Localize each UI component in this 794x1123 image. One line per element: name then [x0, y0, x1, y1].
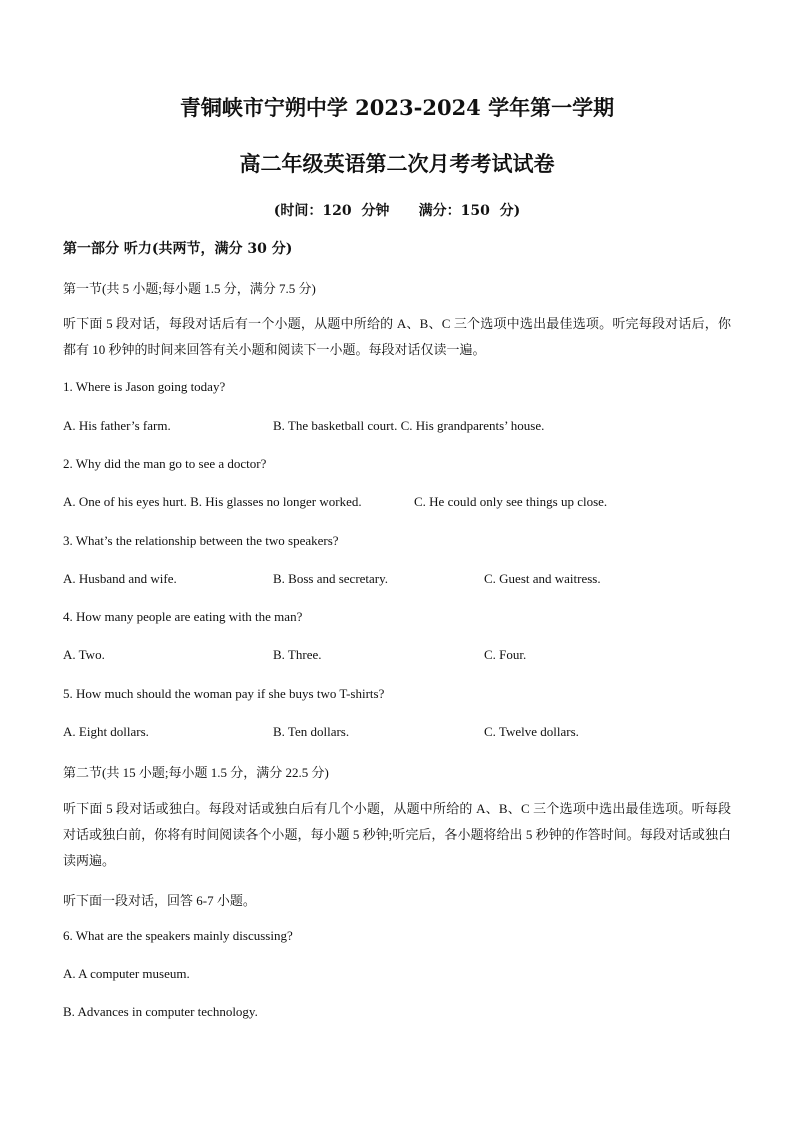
section1-instructions: 听下面 5 段对话，每段对话后有一个小题，从题中所给的 A、B、C 三个选项中选出最佳选项。听完每段对话后，你都有 10 秒钟的时间来回答有关小题和阅读下一小题。每段对话仅读一遍。: [63, 316, 731, 357]
question-4-option-a: A. Two.: [63, 647, 105, 662]
question-2-stem: 2. Why did the man go to see a doctor?: [63, 456, 267, 471]
question-6-stem: 6. What are the speakers mainly discussing?: [63, 928, 293, 943]
question-6-option-b: B. Advances in computer technology.: [63, 1004, 258, 1019]
section2-instructions: 听下面 5 段对话或独白。每段对话或独白后有几个小题，从题中所给的 A、B、C 三个选项中选出最佳选项。听每段对话或独白前，你将有时间阅读各个小题，每小题 5 秒钟;听完后，各小题将给出 5 秒钟的作答时间。每段对话或独白读两遍。: [63, 801, 731, 868]
question-1-option-bc: B. The basketball court. C. His grandparents’ house.: [273, 418, 545, 433]
question-5-stem: 5. How much should the woman pay if she buys two T-shirts?: [63, 686, 385, 701]
question-3-option-c: C. Guest and waitress.: [484, 571, 601, 586]
question-3-stem: 3. What’s the relationship between the two speakers?: [63, 533, 339, 548]
question-1-stem: 1. Where is Jason going today?: [63, 379, 226, 394]
exam-title-line1: 青铜峡市宁朔中学 2023-2024 学年第一学期: [179, 95, 615, 120]
question-4-stem: 4. How many people are eating with the man?: [63, 609, 303, 624]
dialogue-intro-6-7: 听下面一段对话，回答 6-7 小题。: [63, 893, 256, 908]
question-2-option-ab: A. One of his eyes hurt. B. His glasses no longer worked.: [63, 494, 362, 509]
section1-heading: 第一节(共 5 小题;每小题 1.5 分，满分 7.5 分): [63, 281, 316, 296]
question-5-option-c: C. Twelve dollars.: [484, 724, 579, 739]
section2-heading: 第二节(共 15 小题;每小题 1.5 分，满分 22.5 分): [63, 765, 329, 780]
question-2-option-c: C. He could only see things up close.: [414, 494, 608, 509]
question-1-option-a: A. His father’s farm.: [63, 418, 171, 433]
question-3-option-a: A. Husband and wife.: [63, 571, 177, 586]
question-4-option-c: C. Four.: [484, 647, 527, 662]
part1-heading: 第一部分 听力(共两节，满分 30 分): [63, 241, 293, 257]
question-3-option-b: B. Boss and secretary.: [273, 571, 389, 586]
exam-time-score: (时间：120 分钟 满分：150 分): [273, 203, 521, 219]
question-5-option-b: B. Ten dollars.: [273, 724, 350, 739]
question-4-option-b: B. Three.: [273, 647, 322, 662]
exam-title-line2: 高二年级英语第二次月考考试试卷: [239, 151, 555, 176]
question-6-option-a: A. A computer museum.: [63, 966, 190, 981]
question-5-option-a: A. Eight dollars.: [63, 724, 149, 739]
